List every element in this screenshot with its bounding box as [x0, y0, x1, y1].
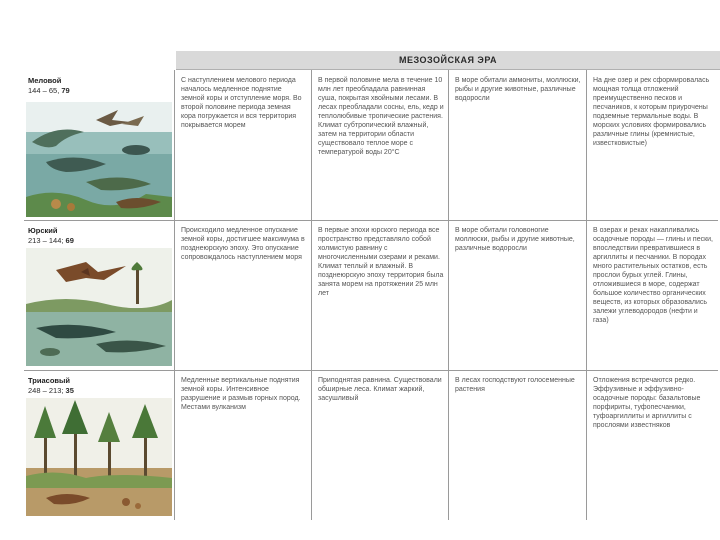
period-row-jurassic	[24, 220, 718, 370]
period-duration: 35	[65, 386, 74, 395]
era-title: МЕЗОЗОЙСКАЯ ЭРА	[398, 55, 498, 65]
era-header	[176, 51, 720, 70]
tectonics-cell: Происходило медленное опускание земной коры, достигшее максимума в позднеюрскую эпоху. Это опускание сопровождалось наступлением моря	[175, 220, 312, 370]
climate-cell: В первые эпохи юрского периода все пространство представляло собой холмистую равнину с многочисленными озерами и реками. Климат теплый и влажный. В позднеюрскую эпоху территория была занята морем на протяжении 25 млн лет	[312, 220, 449, 370]
deposits-cell: В озерах и реках накапливались осадочные породы — глины и пески, впоследствии превратившиеся в аргиллиты и песчаники. В породах много растительных остатков, есть прослои бурых углей. Глины, отложившиеся в море, содержат большое количество органических веществ, из которых образовались залежи углеводородов (нефти и газа)	[593, 227, 714, 324]
period-range	[28, 236, 74, 245]
period-name: Юрский	[28, 226, 58, 235]
period-duration: 79	[61, 86, 70, 95]
life-cell: В море обитали аммониты, моллюски, рыбы и другие животные, различные водоросли	[449, 70, 587, 220]
climate-cell: Приподнятая равнина. Существовали обширные леса. Климат жаркий, засушливый	[312, 370, 449, 520]
period-name: Триасовый	[28, 376, 71, 385]
period-range-years: 213 – 144;	[28, 236, 64, 245]
periods-table	[24, 70, 718, 520]
tectonics-cell: Медленные вертикальные поднятия земной коры. Интенсивное разрушение и размыв горных пород. Местами вулканизм	[175, 370, 312, 520]
cretaceous-illustration	[26, 102, 172, 217]
period-row-cretaceous	[24, 70, 718, 220]
life-cell: В море обитали головоногие моллюски, рыбы и другие животные, различные водоросли	[449, 220, 587, 370]
triassic-illustration	[26, 398, 172, 516]
deposits-cell: На дне озер и рек сформировалась мощная толща отложений преимущественно песков и песчаников, к которым приурочены подземные термальные воды. В морских условиях формировались различные глины (кремнистые, известковистые)	[593, 77, 710, 147]
period-cell	[24, 220, 175, 370]
period-range	[28, 86, 70, 95]
period-duration: 69	[65, 236, 74, 245]
period-range-years: 248 – 213;	[28, 386, 64, 395]
period-name: Меловой	[28, 76, 62, 85]
period-row-triassic	[24, 370, 718, 520]
period-range	[28, 386, 74, 395]
climate-cell: В первой половине мела в течение 10 млн лет преобладала равнинная суша, покрытая хвойными лесами. В лесах преобладали сосны, ель, кедр и теплолюбивые тропические растения. Климат субтропический влажный, затем на территории области существовало теплое море с температурой воды 20°С	[312, 70, 449, 220]
period-cell	[24, 370, 175, 520]
deposits-cell: Отложения встречаются редко. Эффузивные и эффузивно-осадочные породы: базальтовые порфириты, туфопесчаники, туфоаргиллиты и аргиллиты с прослоями известняков	[593, 377, 701, 429]
tectonics-cell: С наступлением мелового периода началось медленное поднятие земной коры и отступление моря. Во второй половине периода земная кора погружается и вся территория покрывается морем	[175, 70, 312, 220]
period-range-years: 144 – 65,	[28, 86, 60, 95]
life-cell: В лесах господствуют голосеменные растения	[449, 370, 587, 520]
period-cell	[24, 70, 175, 220]
jurassic-illustration	[26, 248, 172, 366]
